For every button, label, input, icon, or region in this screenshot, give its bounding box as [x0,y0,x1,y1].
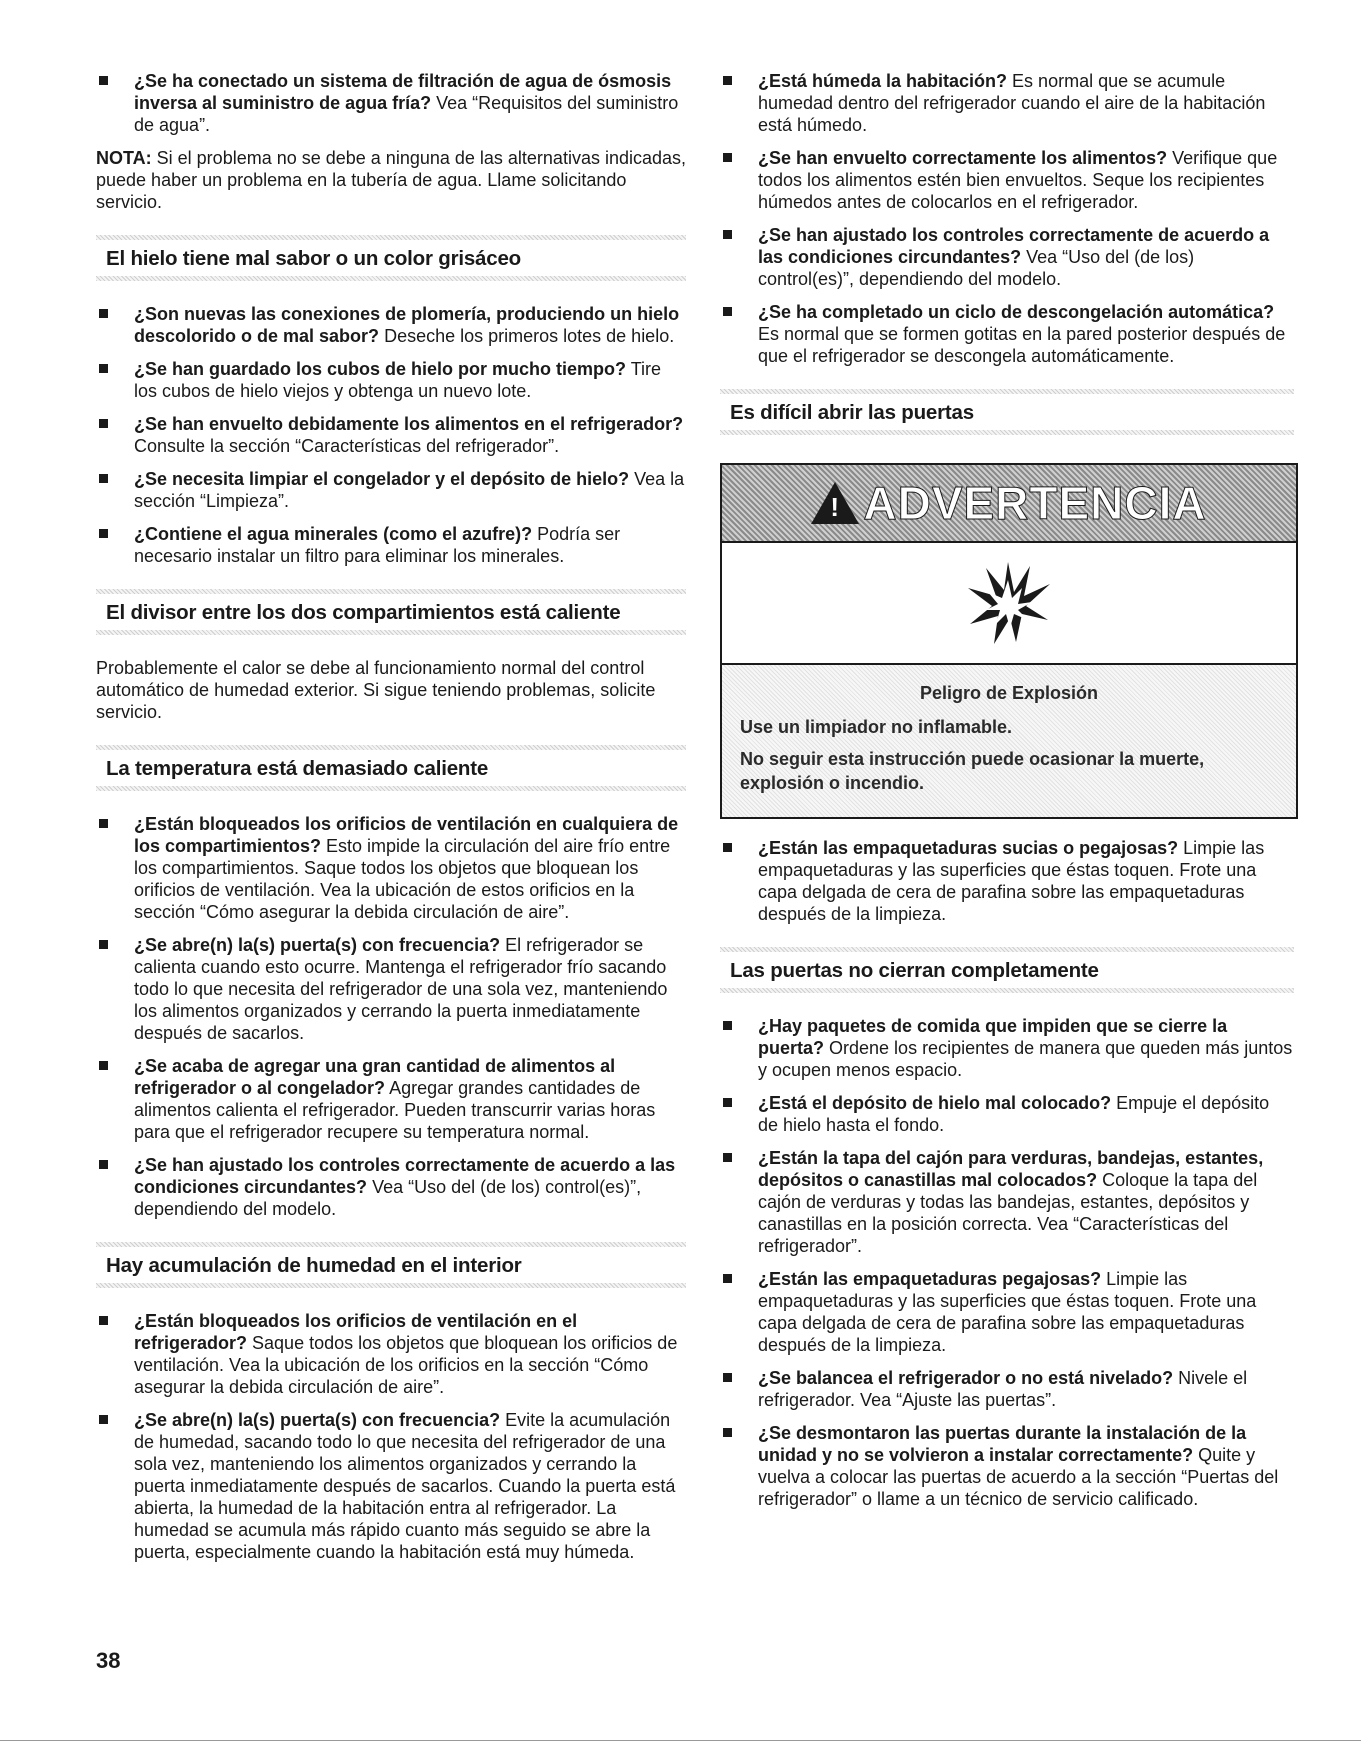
answer-text: Limpie las empaquetaduras y las superficies que éstas toquen. Frote una capa delgada de cera de parafina sobre las empaquetaduras después de la limpieza. [758,838,1265,924]
warning-message [722,665,1296,817]
list-item [720,224,1294,290]
list-item [720,1422,1294,1510]
heading-rule [96,235,686,240]
note-label: NOTA: [96,148,152,168]
bullet-icon [99,309,108,318]
list-item [96,1409,686,1563]
note-text: Si el problema no se debe a ninguna de las alternativas indicadas, puede haber un problema en la tubería de agua. Llame solicitando servicio. [96,148,687,212]
list-item [720,70,1294,136]
list-item [96,523,686,567]
bullet-icon [723,1098,732,1107]
answer-text: Agregar grandes cantidades de alimentos calienta el refrigerador. Pueden transcurrir varias horas para que el refrigerador recupere su temperatura normal. [134,1078,656,1142]
question-text: ¿Se acaba de agregar una gran cantidad de alimentos al refrigerador o al congelador? [134,1056,616,1098]
explosion-icon [722,543,1296,665]
section-paragraph: Probablemente el calor se debe al funcionamiento normal del control automático de humedad exterior. Si sigue teniendo problemas, solicite servicio. [96,658,656,722]
answer-text: Podría ser necesario instalar un filtro para eliminar los minerales. [134,524,621,566]
right-column [720,70,1294,1521]
answer-text: Empuje el depósito de hielo hasta el fondo. [758,1093,1270,1135]
heading-rule [720,389,1294,394]
list-item [96,1310,686,1398]
answer-text: Quite y vuelva a colocar las puertas de acuerdo a la sección “Puertas del refrigerador” o llame a un técnico de servicio calificado. [758,1445,1279,1509]
list-item [720,147,1294,213]
question-text: ¿Se han envuelto correctamente los alimentos? [758,148,1168,168]
list-item [96,1154,686,1220]
warning-triangle-icon [811,482,859,524]
question-text: ¿Está húmeda la habitación? [758,71,1008,91]
heading-rule [96,1283,686,1288]
question-text: ¿Se han guardado los cubos de hielo por mucho tiempo? [134,359,627,379]
question-text: ¿Están las empaquetaduras sucias o pegajosas? [758,838,1179,858]
bullet-icon [99,419,108,428]
warning-box [720,463,1298,819]
question-text: ¿Están la tapa del cajón para verduras, bandejas, estantes, depósitos o canastillas mal colocados? [758,1148,1264,1190]
heading-text: Las puertas no cierran completamente [730,959,1099,982]
answer-text: Deseche los primeros lotes de hielo. [379,326,675,346]
answer-text: Vea “Requisitos del suministro de agua”. [134,93,679,135]
answer-text: Tire los cubos de hielo viejos y obtenga un nuevo lote. [134,359,662,401]
bullet-icon [723,153,732,162]
heading-rule [720,947,1294,952]
list-item [720,1268,1294,1356]
page-number: 38 [96,1648,121,1673]
answer-text: Ordene los recipientes de manera que queden más juntos y ocupen menos espacio. [758,1038,1293,1080]
question-text: ¿Se balancea el refrigerador o no está nivelado? [758,1368,1174,1388]
answer-text: Es normal que se acumule humedad dentro del refrigerador cuando el aire de la habitación está húmedo. [758,71,1266,135]
question-text: ¿Están las empaquetaduras pegajosas? [758,1269,1102,1289]
bullet-icon [99,1061,108,1070]
section-heading [96,737,686,799]
warning-line: No seguir esta instrucción puede ocasionar la muerte, explosión o incendio. [740,749,1205,793]
list-item [96,358,686,402]
section-heading [720,939,1294,1001]
section-heading [96,581,686,643]
answer-text: Saque todos los objetos que bloquean los orificios de ventilación. Vea la ubicación de los orificios en la sección “Cómo asegurar la debida circulación de aire”. [134,1333,678,1397]
question-text: ¿Se han ajustado los controles correctamente de acuerdo a las condiciones circundantes? [134,1155,676,1197]
left-column [96,70,686,1574]
question-text: ¿Se abre(n) la(s) puerta(s) con frecuencia? [134,1410,501,1430]
heading-text: La temperatura está demasiado caliente [106,757,489,780]
heading-rule [96,630,686,635]
warning-triangle-mark: ! [830,492,840,522]
note-paragraph [96,147,686,213]
answer-text: Vea “Uso del (de los) control(es)”, dependiendo del modelo. [134,1177,642,1219]
heading-text: Es difícil abrir las puertas [730,401,974,424]
bullet-icon [99,1415,108,1424]
answer-text: El refrigerador se calienta cuando esto ocurre. Mantenga el refrigerador frío sacando todo lo que necesita del refrigerador de una sola vez, manteniendo los alimentos organizados y cerrando la puerta inmediatamente después de sacarlos. [134,935,668,1043]
list-item [96,303,686,347]
heading-rule [96,589,686,594]
bullet-icon [99,76,108,85]
question-text: ¿Están bloqueados los orificios de ventilación en el refrigerador? [134,1311,578,1353]
answer-text: Coloque la tapa del cajón de verduras y todas las bandejas, estantes, depósitos y canastillas en la posición correcta. Vea “Características del refrigerador”. [758,1170,1258,1256]
bullet-icon [99,1316,108,1325]
section-heading [720,381,1294,443]
bullet-icon [99,1160,108,1169]
explosion-icon-graphic [964,558,1054,648]
answer-text: Vea “Uso del (de los) control(es)”, dependiendo del modelo. [758,247,1195,289]
heading-rule [720,988,1294,993]
list-item [96,934,686,1044]
answer-text: Evite la acumulación de humedad, sacando todo lo que necesita del refrigerador de una sola vez, manteniendo los alimentos organizados y cerrando la puerta inmediatamente después de sacarlos. Cuando la puerta está abierta, la humedad de la habitación entra al refrigerador. La humedad se acumula más rápido cuanto más seguido se abre la puerta, especialmente cuando la habitación está muy húmeda. [134,1410,676,1562]
list-item [720,1092,1294,1136]
question-text: ¿Se desmontaron las puertas durante la instalación de la unidad y no se volvieron a instalar correctamente? [758,1423,1247,1465]
question-text: ¿Hay paquetes de comida que impiden que se cierre la puerta? [758,1016,1228,1058]
heading-rule [96,786,686,791]
heading-rule [720,430,1294,435]
question-text: ¿Se necesita limpiar el congelador y el depósito de hielo? [134,469,630,489]
answer-text: Verifique que todos los alimentos estén bien envueltos. Seque los recipientes húmedos antes de colocarlos en el refrigerador. [758,148,1278,212]
bullet-icon [99,529,108,538]
section-heading [96,227,686,289]
list-item [720,1147,1294,1257]
question-text: ¿Está el depósito de hielo mal colocado? [758,1093,1112,1113]
list-item [720,837,1294,925]
heading-text: El divisor entre los dos compartimientos está caliente [106,601,621,624]
answer-text: Vea la sección “Limpieza”. [134,469,685,511]
question-text: ¿Contiene el agua minerales (como el azufre)? [134,524,533,544]
answer-text: Limpie las empaquetaduras y las superficies que éstas toquen. Frote una capa delgada de cera de parafina sobre las empaquetaduras después de la limpieza. [758,1269,1257,1355]
list-item [96,468,686,512]
bullet-icon [723,1373,732,1382]
question-text: ¿Se han ajustado los controles correctamente de acuerdo a las condiciones circundantes? [758,225,1270,267]
bullet-icon [99,474,108,483]
list-item [96,70,686,136]
warning-title: ADVERTENCIA [863,477,1207,529]
bottom-rule [0,1740,1361,1741]
section-heading [96,1234,686,1296]
list-item [720,301,1294,367]
answer-text: Es normal que se formen gotitas en la pared posterior después de que el refrigerador se descongela automáticamente. [758,324,1286,366]
warning-subtitle: Peligro de Explosión [919,683,1099,703]
list-item [96,1055,686,1143]
bullet-icon [723,1153,732,1162]
list-item [720,1367,1294,1411]
warning-line: Use un limpiador no inflamable. [740,717,1013,737]
bullet-icon [99,819,108,828]
question-text: ¿Se abre(n) la(s) puerta(s) con frecuencia? [134,935,501,955]
bullet-icon [99,940,108,949]
bullet-icon [723,1428,732,1437]
question-text: ¿Se ha conectado un sistema de filtración de agua de ósmosis inversa al suministro de agua fría? [134,71,672,113]
answer-text: Esto impide la circulación del aire frío entre los compartimientos. Saque todos los objetos que bloquean los orificios de ventilación. Vea la ubicación de estos orificios en la sección “Cómo asegurar la debida circulación de aire”. [134,836,671,922]
bullet-icon [723,230,732,239]
heading-rule [96,276,686,281]
list-item [96,813,686,923]
heading-rule [96,1242,686,1247]
heading-text: Hay acumulación de humedad en el interior [106,1254,522,1277]
question-text: ¿Son nuevas las conexiones de plomería, produciendo un hielo descolorido o de mal sabor? [134,304,680,346]
bullet-icon [723,76,732,85]
question-text: ¿Se ha completado un ciclo de descongelación automática? [758,302,1275,322]
bullet-icon [723,1274,732,1283]
bullet-icon [723,1021,732,1030]
question-text: ¿Están bloqueados los orificios de ventilación en cualquiera de los compartimientos? [134,814,679,856]
bullet-icon [723,843,732,852]
bullet-icon [723,307,732,316]
heading-text: El hielo tiene mal sabor o un color grisáceo [106,247,521,270]
bullet-icon [99,364,108,373]
answer-text: Nivele el refrigerador. Vea “Ajuste las puertas”. [758,1368,1248,1410]
question-text: ¿Se han envuelto debidamente los alimentos en el refrigerador? [134,414,684,434]
list-item [96,413,686,457]
answer-text: Consulte la sección “Características del refrigerador”. [134,436,560,456]
heading-rule [96,745,686,750]
warning-banner [722,465,1296,543]
list-item [720,1015,1294,1081]
